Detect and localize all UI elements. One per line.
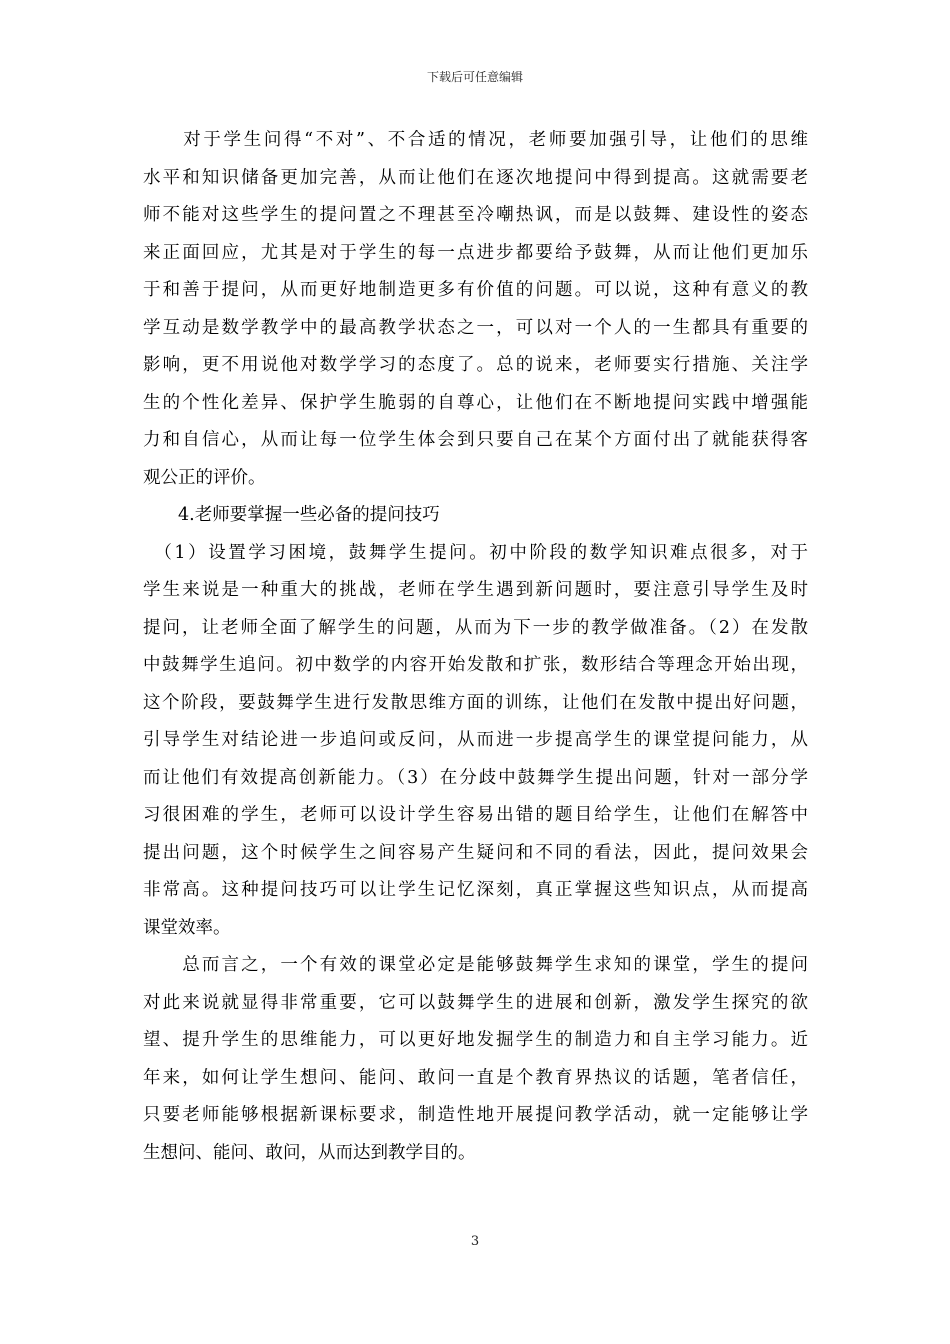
text-line: 于和善于提问，从而更好地制造更多有价值的问题。可以说，这种有意义的教 [143,280,808,300]
text-line: 影响，更不用说他对数学学习的态度了。总的说来，老师要实行措施、关注学 [143,355,808,375]
page-header: 下载后可任意编辑 [426,70,523,84]
text-line: 只要老师能够根据新课标要求，制造性地开展提问教学活动，就一定能够让学 [143,1105,808,1125]
text-line: 非常高。这种提问技巧可以让学生记忆深刻，真正掌握这些知识点，从而提高 [143,880,808,900]
text-line: 观公正的评价。 [143,467,266,488]
text-line: 来正面回应，尤其是对于学生的每一点进步都要给予鼓舞，从而让他们更加乐 [143,242,808,263]
text-line: 引导学生对结论进一步追问或反问，从而进一步提高学生的课堂提问能力，从 [143,730,808,750]
text-line: 年来，如何让学生想问、能问、敢问一直是个教育界热议的话题，笔者信任， [143,1067,808,1088]
text-line: 提出问题，这个时候学生之间容易产生疑问和不同的看法，因此，提问效果会 [143,842,808,863]
text-line: 生想问、能问、敢问，从而达到教学目的。 [143,1142,476,1163]
text-line: 这个阶段，要鼓舞学生进行发散思维方面的训练，让他们在发散中提出好问题， [143,692,808,713]
text-line: 水平和知识储备更加完善，从而让他们在逐次地提问中得到提高。这就需要老 [143,167,808,188]
text-line: 对此来说就显得非常重要，它可以鼓舞学生的进展和创新，激发学生探究的欲 [143,992,808,1013]
text-line: 学互动是数学教学中的最高教学状态之一，可以对一个人的一生都具有重要的 [143,317,808,338]
paragraph [143,122,808,497]
text-line: 望、提升学生的思维能力，可以更好地发掘学生的制造力和自主学习能力。近 [143,1030,808,1050]
text-line: 对于学生问得“不对”、不合适的情况，老师要加强引导，让他们的思维 [143,130,808,150]
text-line: 课堂效率。 [143,917,231,938]
text-line: 学生来说是一种重大的挑战，老师在学生遇到新问题时，要注意引导学生及时 [143,580,808,600]
text-line: 提问，让老师全面了解学生的问题，从而为下一步的教学做准备。（2）在发散 [143,617,808,638]
body-text [143,122,808,1172]
paragraph [143,535,808,948]
text-line: 习很困难的学生，老师可以设计学生容易出错的题目给学生，让他们在解答中 [143,805,808,825]
text-line: 师不能对这些学生的提问置之不理甚至冷嘲热讽，而是以鼓舞、建设性的姿态 [143,205,808,225]
section-heading [143,497,808,535]
text-line: 力和自信心，从而让每一位学生体会到只要自己在某个方面付出了就能获得客 [143,430,808,450]
text-line: 4.老师要掌握一些必备的提问技巧 [143,505,440,525]
text-line: （1）设置学习困境，鼓舞学生提问。初中阶段的数学知识难点很多，对于 [143,542,808,563]
text-line: 而让他们有效提高创新能力。（3）在分歧中鼓舞学生提出问题，针对一部分学 [143,767,808,788]
text-line: 生的个性化差异、保护学生脆弱的自尊心，让他们在不断地提问实践中增强能 [143,392,808,413]
paragraph [143,947,808,1172]
text-line: 总而言之，一个有效的课堂必定是能够鼓舞学生求知的课堂，学生的提问 [143,955,808,975]
text-line: 中鼓舞学生追问。初中数学的内容开始发散和扩张，数形结合等理念开始出现， [143,655,808,675]
page-number: 3 [470,1234,480,1249]
